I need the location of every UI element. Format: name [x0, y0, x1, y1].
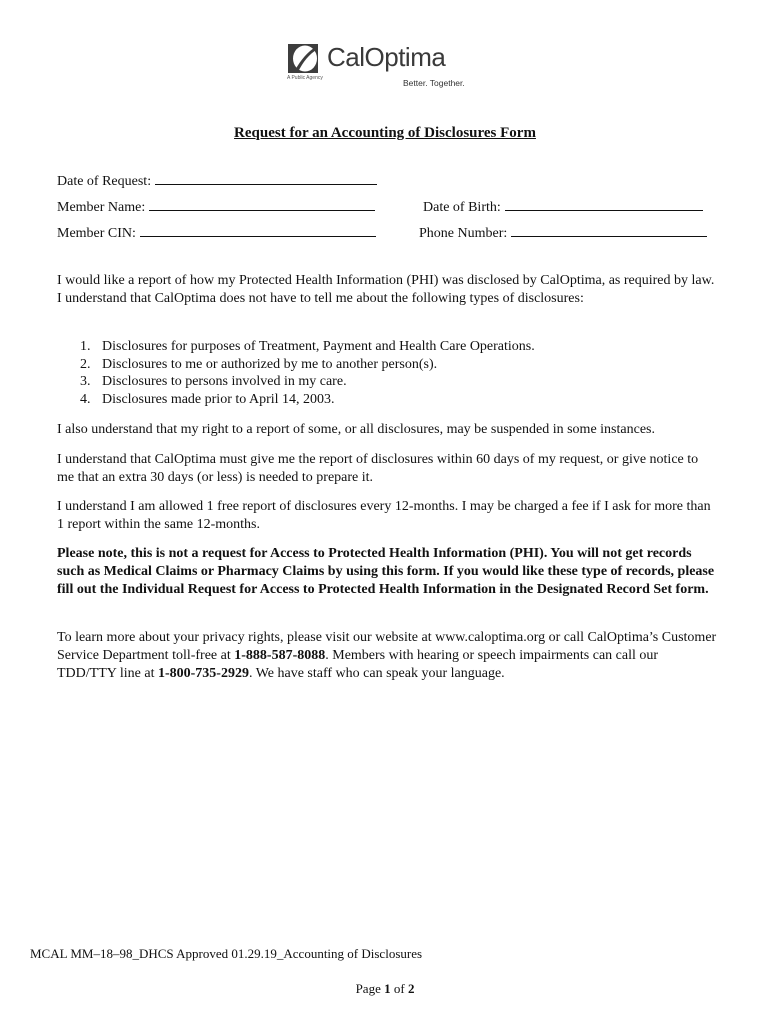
- date-of-birth-label: Date of Birth:: [423, 200, 501, 215]
- form-title: Request for an Accounting of Disclosures Form: [234, 125, 536, 141]
- caloptima-logo-icon: [287, 44, 323, 74]
- date-of-request-line[interactable]: [155, 170, 377, 185]
- date-of-birth-line[interactable]: [505, 196, 703, 211]
- date-of-request-label: Date of Request:: [57, 174, 152, 189]
- member-cin-line[interactable]: [140, 222, 376, 237]
- list-item: 3. Disclosures to persons involved in my care.: [80, 374, 347, 389]
- page-number: Page 1 of 2: [355, 981, 415, 996]
- list-item: 1. Disclosures for purposes of Treatment, Payment and Health Care Operations.: [80, 339, 535, 354]
- member-name-label: Member Name:: [57, 200, 146, 215]
- phone-number-field: [419, 222, 707, 242]
- phone-number-label: Phone Number:: [419, 226, 508, 241]
- list-item: 4. Disclosures made prior to April 14, 2003.: [80, 391, 335, 407]
- member-name-line[interactable]: [149, 196, 375, 211]
- phone-number-line[interactable]: [511, 222, 707, 237]
- form-footer-code: MCAL MM–18–98_DHCS Approved 01.29.19_Accounting of Disclosures: [30, 946, 423, 961]
- access-note-paragraph: Please note, this is not a request for Access to Protected Health Information (PHI). You will not get records such as Medical Claims or Pharmacy Claims by using this form. If you would like these type of records, please fill out the Individual Request for Access to Protected Health Information in the Designated Record Set form.: [57, 546, 715, 597]
- timeline-paragraph: I understand that CalOptima must give me the report of disclosures within 60 days of my request, or give notice to me that an extra 30 days (or less) is needed to prepare it.: [57, 452, 699, 485]
- list-item: 2. Disclosures to me or authorized by me to another person(s).: [80, 356, 438, 372]
- privacy-paragraph: To learn more about your privacy rights, please visit our website at www.caloptima.org or call CalOptima’s Customer Service Department toll-free at 1-888-587-8088. Members with hearing or speech impairments can call our TDD/TTY line at 1-800-735-2929. We have staff who can speak your language.: [57, 630, 717, 681]
- suspension-paragraph: I also understand that my right to a report of some, or all disclosures, may be suspended in some instances.: [57, 422, 655, 437]
- date-of-birth-field: [423, 196, 703, 216]
- fee-paragraph: I understand I am allowed 1 free report of disclosures every 12-months. I may be charged a fee if I ask for more than 1 report within the same 12-months.: [57, 499, 711, 532]
- disclosure-exceptions-list: [80, 338, 680, 408]
- logo-name: CalOptima: [327, 42, 446, 72]
- logo-agency: A Public Agency: [287, 75, 323, 81]
- member-cin-label: Member CIN:: [57, 226, 136, 241]
- intro-paragraph: I would like a report of how my Protected Health Information (PHI) was disclosed by CalOptima, as required by law. I understand that CalOptima does not have to tell me about the following types of disclosures:: [57, 273, 715, 306]
- logo-tagline: Better. Together.: [403, 78, 465, 88]
- tdd-tty-phone: 1-800-735-2929: [157, 666, 249, 681]
- customer-service-phone: 1-888-587-8088: [234, 648, 326, 663]
- member-name-field: [57, 196, 375, 216]
- date-of-request-field: [57, 170, 377, 190]
- member-cin-field: [57, 222, 376, 242]
- caloptima-logo: [287, 44, 487, 92]
